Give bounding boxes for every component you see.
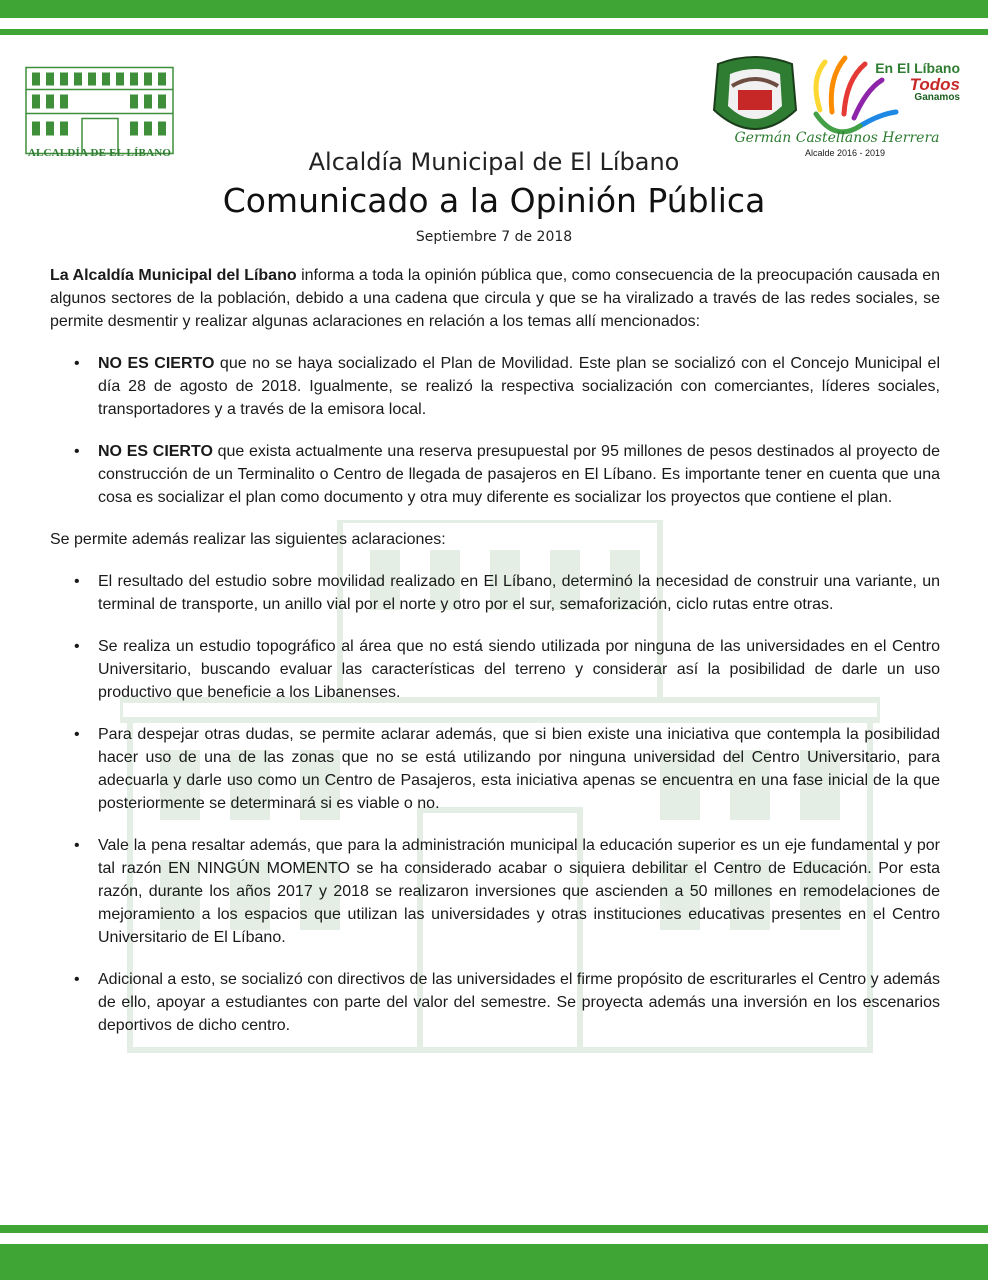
slogan-line-1b: Líbano bbox=[914, 60, 960, 76]
bottom-green-bar bbox=[0, 1244, 988, 1280]
intro-paragraph bbox=[50, 264, 940, 333]
denial-bold: NO ES CIERTO bbox=[98, 443, 213, 460]
clarification-text: El resultado del estudio sobre movilidad realizado en El Líbano, determinó la necesidad de construir una variante, un terminal de transporte, un anillo vial por el norte y otro por el sur, semaforización, ciclo rutas entre otras. bbox=[98, 573, 940, 613]
denial-text: que exista actualmente una reserva presupuestal por 95 millones de pesos destinados al proyecto de construcción de un Terminalito o Centro de llegada de pasajeros en El Líbano. Es importante tener en cuenta que una cosa es socializar el plan como documento y otra muy diferente es socializar los proyectos que contiene el plan. bbox=[98, 443, 941, 506]
bullet-icon: • bbox=[74, 971, 80, 988]
top-green-stripe bbox=[0, 29, 988, 35]
clarifications-intro: Se permite además realizar las siguientes aclaraciones: bbox=[50, 531, 446, 548]
bottom-green-stripe bbox=[0, 1225, 988, 1233]
denials-list bbox=[50, 352, 940, 509]
intro-bold: La Alcaldía Municipal del Líbano bbox=[50, 267, 297, 284]
denial-bold: NO ES CIERTO bbox=[98, 355, 215, 372]
denial-text: que no se haya socializado el Plan de Movilidad. Este plan se socializó con el Concejo Municipal el día 28 de agosto de 2018. Igualmente, se realizó la respectiva socialización con comerciantes, líderes sociales, transportadores y a través de la emisora local. bbox=[98, 355, 941, 418]
list-item bbox=[50, 968, 940, 1037]
slogan bbox=[850, 60, 960, 103]
left-logo-caption: ALCALDÍA DE EL LÍBANO bbox=[27, 147, 172, 159]
document-subtitle: Alcaldía Municipal de El Líbano bbox=[308, 148, 680, 176]
bullet-icon: • bbox=[74, 837, 80, 854]
list-item bbox=[50, 834, 940, 949]
bullet-icon: • bbox=[74, 726, 80, 743]
bullet-icon: • bbox=[74, 443, 80, 460]
bullet-icon: • bbox=[74, 638, 80, 655]
top-green-bar bbox=[0, 0, 988, 18]
document-title: Comunicado a la Opinión Pública bbox=[222, 181, 766, 220]
list-item bbox=[50, 352, 940, 421]
document-body bbox=[50, 264, 940, 1056]
bullet-icon: • bbox=[74, 355, 80, 372]
slogan-line-2: Todos bbox=[909, 75, 960, 94]
slogan-line-1 bbox=[850, 60, 960, 76]
list-item bbox=[50, 570, 940, 616]
slogan-line-3: Ganamos bbox=[914, 92, 960, 103]
intro-text: informa a toda la opinión pública que, como consecuencia de la preocupación causada en algunos sectores de la población, debido a una cadena que circula y que se ha viralizado a través de las redes sociales, se permite desmentir y realizar algunas aclaraciones en relación a los temas allí mencionados: bbox=[50, 267, 940, 330]
mayor-term: Alcalde 2016 - 2019 bbox=[804, 148, 886, 158]
mayor-signature: Germán Castellanos Herrera bbox=[734, 130, 940, 146]
document-date: Septiembre 7 de 2018 bbox=[415, 229, 573, 245]
clarifications-list bbox=[50, 570, 940, 1037]
bullet-icon: • bbox=[74, 573, 80, 590]
clarification-text: Vale la pena resaltar además, que para la administración municipal la educación superior es un eje fundamental y por tal razón EN NINGÚN MOMENTO se ha considerado acabar o siquiera debilitar el Centro de Educación. Por esta razón, durante los años 2017 y 2018 se realizaron inversiones que ascienden a 50 millones en remodelaciones de mejoramiento a los espacios que utilizan las universidades y otras instituciones educativas presentes en el Centro Universitario de El Líbano. bbox=[98, 837, 940, 946]
clarification-text: Para despejar otras dudas, se permite aclarar además, que si bien existe una iniciativa que contempla la posibilidad hacer uso de una de las zonas que no se está utilizando por ninguna universidad del Centro Universitario, para adecuarla y darle uso como un Centro de Pasajeros, esta iniciativa apenas se encuentra en una fase inicial de la que posteriormente se determinará si es viable o no. bbox=[98, 726, 940, 812]
slogan-line-1a: En El bbox=[875, 60, 915, 76]
list-item bbox=[50, 635, 940, 704]
list-item bbox=[50, 723, 940, 815]
clarification-text: Se realiza un estudio topográfico al área que no está siendo utilizada por ninguna de las universidades en el Centro Universitario, buscando evaluar las características del terreno y considerar así la posibilidad de darle un uso productivo que beneficie a los Libanenses. bbox=[98, 638, 940, 701]
clarification-text: Adicional a esto, se socializó con directivos de las universidades el firme propósito de escriturarles el Centro y además de ello, apoyar a estudiantes con parte del valor del semestre. Se proyecta además una inversión en los escenarios deportivos de dicho centro. bbox=[98, 971, 940, 1034]
list-item bbox=[50, 440, 940, 509]
